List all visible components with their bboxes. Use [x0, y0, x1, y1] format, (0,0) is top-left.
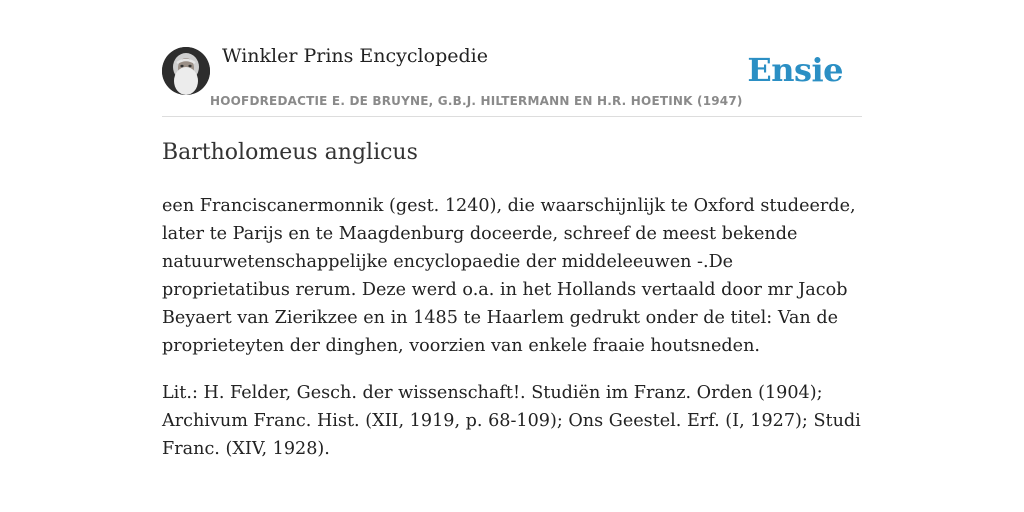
- encyclopedia-header: [162, 40, 862, 117]
- ensie-logo-link[interactable]: Ensie: [747, 51, 843, 89]
- encyclopedia-title[interactable]: Winkler Prins Encyclopedie: [222, 45, 488, 67]
- article-body: [162, 192, 862, 482]
- bearded-man-portrait-icon[interactable]: [162, 47, 210, 95]
- article-title: Bartholomeus anglicus: [162, 140, 418, 165]
- literature-paragraph: Lit.: H. Felder, Gesch. der wissenschaft!. Studiën im Franz. Orden (1904); Archivum Franc. Hist. (XII, 1919, p. 68-109); Ons Geestel. Erf. (I, 1927); Studi Franc. (XIV, 1928).: [162, 383, 861, 459]
- editors-credit: HOOFDREDACTIE E. DE BRUYNE, G.B.J. HILTERMANN EN H.R. HOETINK (1947): [210, 94, 743, 108]
- article-paragraph: een Franciscanermonnik (gest. 1240), die waarschijnlijk te Oxford studeerde, later te Parijs en te Maagdenburg doceerde, schreef de meest bekende natuurwetenschappelijke encyclopaedie der middeleeuwen -.De proprietatibus rerum. Deze werd o.a. in het Hollands vertaald door mr Jacob Beyaert van Zierikzee en in 1485 te Haarlem gedrukt onder de titel: Van de proprieteyten der dinghen, voorzien van enkele fraaie houtsneden.: [162, 196, 856, 356]
